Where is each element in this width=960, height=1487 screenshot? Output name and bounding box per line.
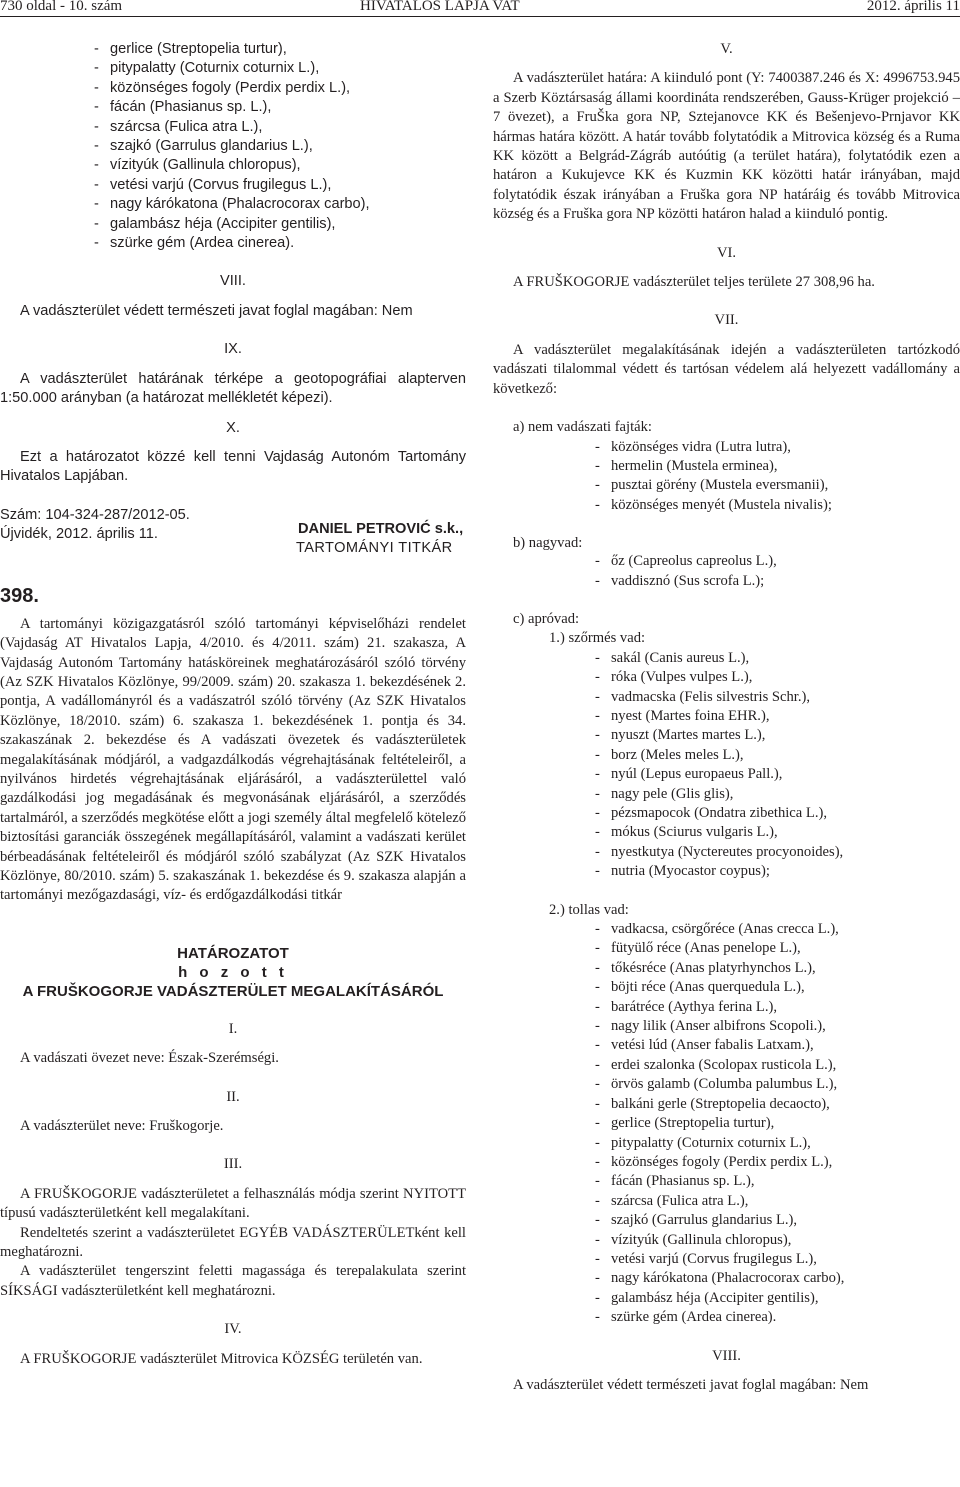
list-item-text: barátréce (Aythya ferina L.), (611, 998, 777, 1015)
list-dash: - (595, 1192, 600, 1209)
decision-heading: HATÁROZATOT (177, 944, 289, 962)
list-dash: - (595, 1153, 600, 1170)
list-item-text: vetési varjú (Corvus frugilegus L.), (611, 1250, 817, 1267)
section-ii-text: A vadászterület neve: Fruškogorje. (20, 1118, 224, 1135)
list-item (595, 998, 960, 1017)
list-dash: - (595, 1115, 600, 1132)
list-dash: - (595, 1309, 600, 1326)
list-item (595, 785, 960, 804)
list-item (94, 40, 466, 59)
list-item-text: közönséges fogoly (Perdix perdix L.), (611, 1153, 833, 1170)
decision-subheading: h o z o t t (178, 963, 288, 981)
section-ix-text: A vadászterület határának térképe a geotopográfiai alapterven 1:50.000 arányban (a határozat mellékletét képezi). (0, 370, 466, 407)
list-item (94, 137, 466, 156)
list-item-text: gerlice (Streptopelia turtur), (611, 1115, 775, 1132)
list-item-text: fütyülő réce (Anas penelope L.), (611, 940, 801, 957)
list-item-text: pusztai görény (Mustela eversmanii), (611, 477, 829, 494)
list-dash: - (595, 863, 600, 880)
list-dash: - (595, 1018, 600, 1035)
category-c2-list (513, 920, 960, 1328)
section-x-text: Ezt a határozatot közzé kell tenni Vajdaság Autonóm Tartomány Hivatalos Lapjában. (0, 448, 466, 485)
section-ix-heading: IX. (224, 341, 242, 358)
list-dash: - (595, 1056, 600, 1073)
list-item (595, 552, 960, 571)
top-bird-list (0, 40, 466, 253)
section-vii-heading: VII. (714, 312, 739, 329)
document-date: Újvidék, 2012. április 11. (0, 526, 158, 543)
document-number: Szám: 104-324-287/2012-05. (0, 506, 190, 523)
list-dash: - (595, 1231, 600, 1248)
list-item-text: közönséges fogoly (Perdix perdix L.), (110, 79, 351, 96)
list-item-text: fácán (Phasianus sp. L.), (611, 1173, 755, 1190)
list-item (595, 1114, 960, 1133)
list-item-text: borz (Meles meles L.), (611, 746, 744, 763)
category-a (493, 418, 960, 515)
category-b (493, 534, 960, 591)
list-item (595, 1172, 960, 1191)
list-item (595, 1289, 960, 1308)
list-item-text: pitypalatty (Coturnix coturnix L.), (110, 60, 320, 77)
list-item (595, 1250, 960, 1269)
item-number: 398. (0, 584, 39, 607)
list-item-text: szürke gém (Ardea cinerea). (110, 235, 295, 252)
list-dash: - (94, 79, 99, 96)
list-dash: - (595, 1134, 600, 1151)
list-item-text: szajkó (Garrulus glandarius L.), (110, 138, 313, 155)
list-item-text: szárcsa (Fulica atra L.), (611, 1192, 749, 1209)
category-a-label: a) nem vadászati fajták: (513, 419, 652, 436)
list-item (595, 920, 960, 939)
list-dash: - (595, 746, 600, 763)
section-vii-text: A vadászterület megalakításának idején a vadászterületen tartózkodó vadászati tilalommal védett és tartósan védelem alá helyezett vadállomány a következő: (493, 341, 960, 397)
list-item-text: nyuszt (Martes martes L.), (611, 727, 766, 744)
list-item (595, 1017, 960, 1036)
list-item (595, 476, 960, 495)
list-dash: - (595, 457, 600, 474)
list-dash: - (94, 60, 99, 77)
list-item-text: vadkacsa, csörgőréce (Anas crecca L.), (611, 921, 839, 938)
list-item (595, 746, 960, 765)
list-dash: - (595, 766, 600, 783)
list-item (94, 79, 466, 98)
list-item (94, 215, 466, 234)
list-dash: - (595, 438, 600, 455)
list-item (595, 688, 960, 707)
list-item (595, 707, 960, 726)
list-item (94, 195, 466, 214)
list-dash: - (595, 805, 600, 821)
list-dash: - (595, 1212, 600, 1229)
category-c-label: c) apróvad: (513, 610, 580, 627)
list-item-text: böjti réce (Anas querquedula L.), (611, 979, 805, 996)
category-c1-label: 1.) szőrmés vad: (549, 630, 646, 647)
section-vi-text: A FRUŠKOGORJE vadászterület teljes területe 27 308,96 ha. (513, 274, 875, 291)
list-dash: - (595, 669, 600, 686)
list-item-text: nyestkutya (Nyctereutes procyonoides), (611, 843, 844, 860)
list-item (595, 862, 960, 881)
list-dash: - (94, 196, 99, 213)
list-item (595, 1095, 960, 1114)
section-iii-paragraph-3: A vadászterület tengerszint feletti magassága és terepalakulata szerint SÍKSÁGI vadászterületként kell meghatározni. (0, 1263, 466, 1299)
list-item-text: vízityúk (Gallinula chloropus), (611, 1231, 792, 1248)
list-dash: - (595, 553, 600, 570)
list-dash: - (595, 921, 600, 938)
list-item-text: erdei szalonka (Scolopax rusticola L.), (611, 1056, 837, 1073)
list-item (595, 978, 960, 997)
list-item-text: közönséges menyét (Mustela nivalis); (611, 496, 832, 513)
category-c1-list (513, 649, 960, 882)
list-item-text: nagy kárókatona (Phalacrocorax carbo), (611, 1270, 845, 1287)
list-dash: - (94, 157, 99, 174)
list-item-text: nyest (Martes foina EHR.), (611, 707, 770, 724)
list-dash: - (94, 99, 99, 116)
list-dash: - (595, 998, 600, 1015)
list-dash: - (595, 572, 600, 589)
list-dash: - (595, 1076, 600, 1093)
list-item (595, 496, 960, 515)
list-dash: - (94, 235, 99, 252)
list-item-text: közönséges vidra (Lutra lutra), (611, 438, 791, 455)
list-item (94, 156, 466, 175)
section-iii-paragraph-1: A FRUŠKOGORJE vadászterületet a felhasználás módja szerint NYITOTT típusú vadászterületként kell megalakítani. (0, 1185, 466, 1222)
section-iv-text: A FRUŠKOGORJE vadászterület Mitrovica KÖZSÉG területén van. (20, 1350, 423, 1367)
list-item (94, 59, 466, 78)
list-item (595, 1269, 960, 1288)
header-rule (0, 16, 960, 17)
list-dash: - (595, 824, 600, 841)
list-dash: - (595, 843, 600, 860)
list-item-text: vízityúk (Gallinula chloropus), (110, 157, 301, 174)
category-c (493, 610, 960, 1328)
list-item-text: nyúl (Lepus europaeus Pall.), (611, 766, 783, 783)
right-column (493, 40, 960, 1395)
list-item-text: galambász héja (Accipiter gentilis), (110, 215, 336, 232)
list-item-text: fácán (Phasianus sp. L.), (110, 99, 272, 116)
section-v-text: A vadászterület határa: A kiinduló pont (Y: 7400387.246 és X: 4996753.945 a Szerb Köztársaság állami koordináta rendszerében, Gauss-Krüger projekció – 7 övezet), a FruŠka gora NP, Sztejanovce KK és Bešenjevo-Prnjavor KK hármas határa között. A határ tovább folytatódik a Mitrovica község és a Ruma KK között a Belgrád-Zágráb autóútig (a terület határa), folytatódik ezen a határon a Kukujevce KK és Kuzmin KK közötti határ irányában, majd folytatódik észak irányában a Fruška gora NP határáig és tovább Mitrovica község és a Fruška gora NP közötti határon halad a kiinduló pontig. (493, 70, 960, 223)
list-dash: - (595, 1037, 600, 1054)
page-header (0, 0, 960, 17)
list-item-text: pitypalatty (Coturnix coturnix L.), (611, 1134, 811, 1151)
section-i-heading: I. (228, 1020, 238, 1037)
list-item-text: vadmacska (Felis silvestris Schr.), (611, 688, 811, 705)
signer-title: TARTOMÁNYI TITKÁR (296, 539, 453, 556)
list-item (595, 649, 960, 668)
category-c2-label: 2.) tollas vad: (549, 901, 629, 918)
list-dash: - (595, 1289, 600, 1306)
section-viii-text-right: A vadászterület védett természeti javat foglal magában: Nem (513, 1376, 869, 1393)
section-viii-heading-right: VIII. (712, 1347, 741, 1364)
list-item-text: galambász héja (Accipiter gentilis), (611, 1289, 819, 1306)
left-column (0, 40, 466, 1369)
section-ii-heading: II. (226, 1088, 240, 1105)
list-dash: - (595, 707, 600, 724)
list-item-text: nagy pele (Glis glis), (611, 785, 734, 802)
list-item-text: vetési lúd (Anser fabalis Latxam.), (611, 1037, 814, 1054)
list-item (595, 1211, 960, 1230)
list-item (595, 1231, 960, 1250)
list-item (595, 843, 960, 862)
header-page-number: 730 oldal - 10. szám (0, 0, 123, 14)
list-item (595, 765, 960, 784)
list-item (595, 959, 960, 978)
list-dash: - (94, 176, 99, 193)
list-dash: - (595, 1095, 600, 1112)
list-item (94, 118, 466, 137)
section-iii-heading: III. (223, 1156, 243, 1173)
list-item (595, 804, 960, 823)
document-reference (0, 506, 190, 545)
list-item (595, 457, 960, 476)
list-item-text: tőkésréce (Anas platyrhynchos L.), (611, 959, 816, 976)
list-item (595, 823, 960, 842)
list-item-text: vaddisznó (Sus scrofa L.); (611, 572, 765, 589)
header-publication-title: HIVATALOS LAPJA VAT (360, 0, 520, 14)
section-viii-heading: VIII. (220, 273, 246, 290)
list-dash: - (595, 727, 600, 744)
list-dash: - (595, 1173, 600, 1190)
list-dash: - (94, 215, 99, 232)
list-item-text: róka (Vulpes vulpes L.), (611, 669, 753, 686)
section-i-text: A vadászati övezet neve: Észak-Szerémségi. (20, 1050, 279, 1067)
list-item (595, 1308, 960, 1327)
category-b-label: b) nagyvad: (513, 535, 583, 552)
section-viii-text: A vadászterület védett természeti javat foglal magában: Nem (20, 302, 413, 319)
section-x-heading: X. (226, 419, 240, 436)
list-item (595, 1036, 960, 1055)
section-iv-heading: IV. (224, 1321, 242, 1338)
list-dash: - (595, 785, 600, 802)
list-item-text: őz (Capreolus capreolus L.), (611, 553, 777, 570)
list-item-text: nagy kárókatona (Phalacrocorax carbo), (110, 196, 370, 213)
list-item-text: szürke gém (Ardea cinerea). (611, 1309, 777, 1326)
list-item (94, 234, 466, 253)
section-vi-heading: VI. (716, 244, 737, 261)
signature-block (0, 506, 466, 607)
list-dash: - (94, 118, 99, 135)
list-item-text: szajkó (Garrulus glandarius L.), (611, 1212, 798, 1229)
preamble-text: A tartományi közigazgatásról szóló tartományi képviselőházi rendelet (Vajdaság AT Hivatalos Lapja, 4/2010. és 4/2011. szám) 21. szakasza, A Vajdaság Autonóm Tartomány hatásköreinek meghatározásáról szóló törvény (Az SZK Hivatalos Közlönye, 99/2009. szám) 20. szakasza 1. bekezdésének 2. pontja, A vadállományról és a vadászatról szóló törvény (Az SZK Hivatalos Közlönye, 18/2010. szám) 6. szakasza 1. bekezdésének 1. pontja és 34. szakaszának 2. bekezdése és A vadászati övezetek és vadászterületek megalakításának módjáról, a vadgazdálkodás végrehajtásának feltételeiről, a nyilvános hirdetés végrehajtásának eljárásáról, a vadászterülettel való gazdálkodási jog megadásának és megvonásának eljárásáról, a szerződés tartalmáról, a szerződés megkötése előtt a jogi személy által megfelelő kötelező biztosítási garanciák összegének megállapításáról, valamint a vadászati kerület bérbeadásának feltételeiről és módjáról szóló szabályzat (Az SZK Hivatalos Közlönye, 80/2010. szám) 5. szakaszának 1. bekezdése és 9. szakasza alapján a tartományi mezőgazdasági, víz- és erdőgazdálkodási titkár (0, 615, 466, 904)
list-item (595, 1192, 960, 1211)
list-item-text: gerlice (Streptopelia turtur), (110, 41, 287, 57)
list-item-text: hermelin (Mustela erminea), (611, 457, 778, 474)
list-dash: - (94, 138, 99, 155)
decision-title: A FRUŠKOGORJE VADÁSZTERÜLET MEGALAKÍTÁSÁRÓL (22, 982, 444, 1000)
list-item (595, 726, 960, 745)
category-a-list (513, 438, 960, 516)
list-dash: - (595, 959, 600, 976)
list-item (94, 98, 466, 117)
list-item (595, 1153, 960, 1172)
list-item-text: pézsmapocok (Ondatra zibethica L.), (611, 805, 827, 821)
list-item (595, 1056, 960, 1075)
list-item-text: szárcsa (Fulica atra L.), (110, 118, 263, 135)
list-dash: - (595, 940, 600, 957)
list-dash: - (595, 1270, 600, 1287)
list-item (595, 668, 960, 687)
signer-name: DANIEL PETROVIĆ s.k., (298, 520, 464, 537)
list-dash: - (595, 477, 600, 494)
list-dash: - (94, 41, 99, 57)
list-item-text: balkáni gerle (Streptopelia decaocto), (611, 1095, 830, 1112)
list-item (595, 1075, 960, 1094)
list-item (595, 438, 960, 457)
list-item-text: örvös galamb (Columba palumbus L.), (611, 1076, 838, 1093)
list-dash: - (595, 649, 600, 666)
list-item (94, 176, 466, 195)
list-dash: - (595, 496, 600, 513)
list-dash: - (595, 688, 600, 705)
section-v-heading: V. (720, 41, 733, 57)
list-item-text: nutria (Myocastor coypus); (611, 863, 770, 880)
section-iii-paragraph-2: Rendeltetés szerint a vadászterületet EGYÉB VADÁSZTERÜLETként kell meghatározni. (0, 1224, 466, 1261)
list-item (595, 939, 960, 958)
list-item (595, 1134, 960, 1153)
list-item-text: vetési varjú (Corvus frugilegus L.), (110, 176, 332, 193)
list-dash: - (595, 1250, 600, 1267)
header-date: 2012. április 11 (866, 0, 960, 14)
list-dash: - (595, 979, 600, 996)
list-item-text: nagy lilik (Anser albifrons Scopoli.), (611, 1018, 826, 1035)
list-item-text: sakál (Canis aureus L.), (611, 649, 750, 666)
list-item-text: mókus (Sciurus vulgaris L.), (611, 824, 778, 841)
list-item (595, 572, 960, 591)
